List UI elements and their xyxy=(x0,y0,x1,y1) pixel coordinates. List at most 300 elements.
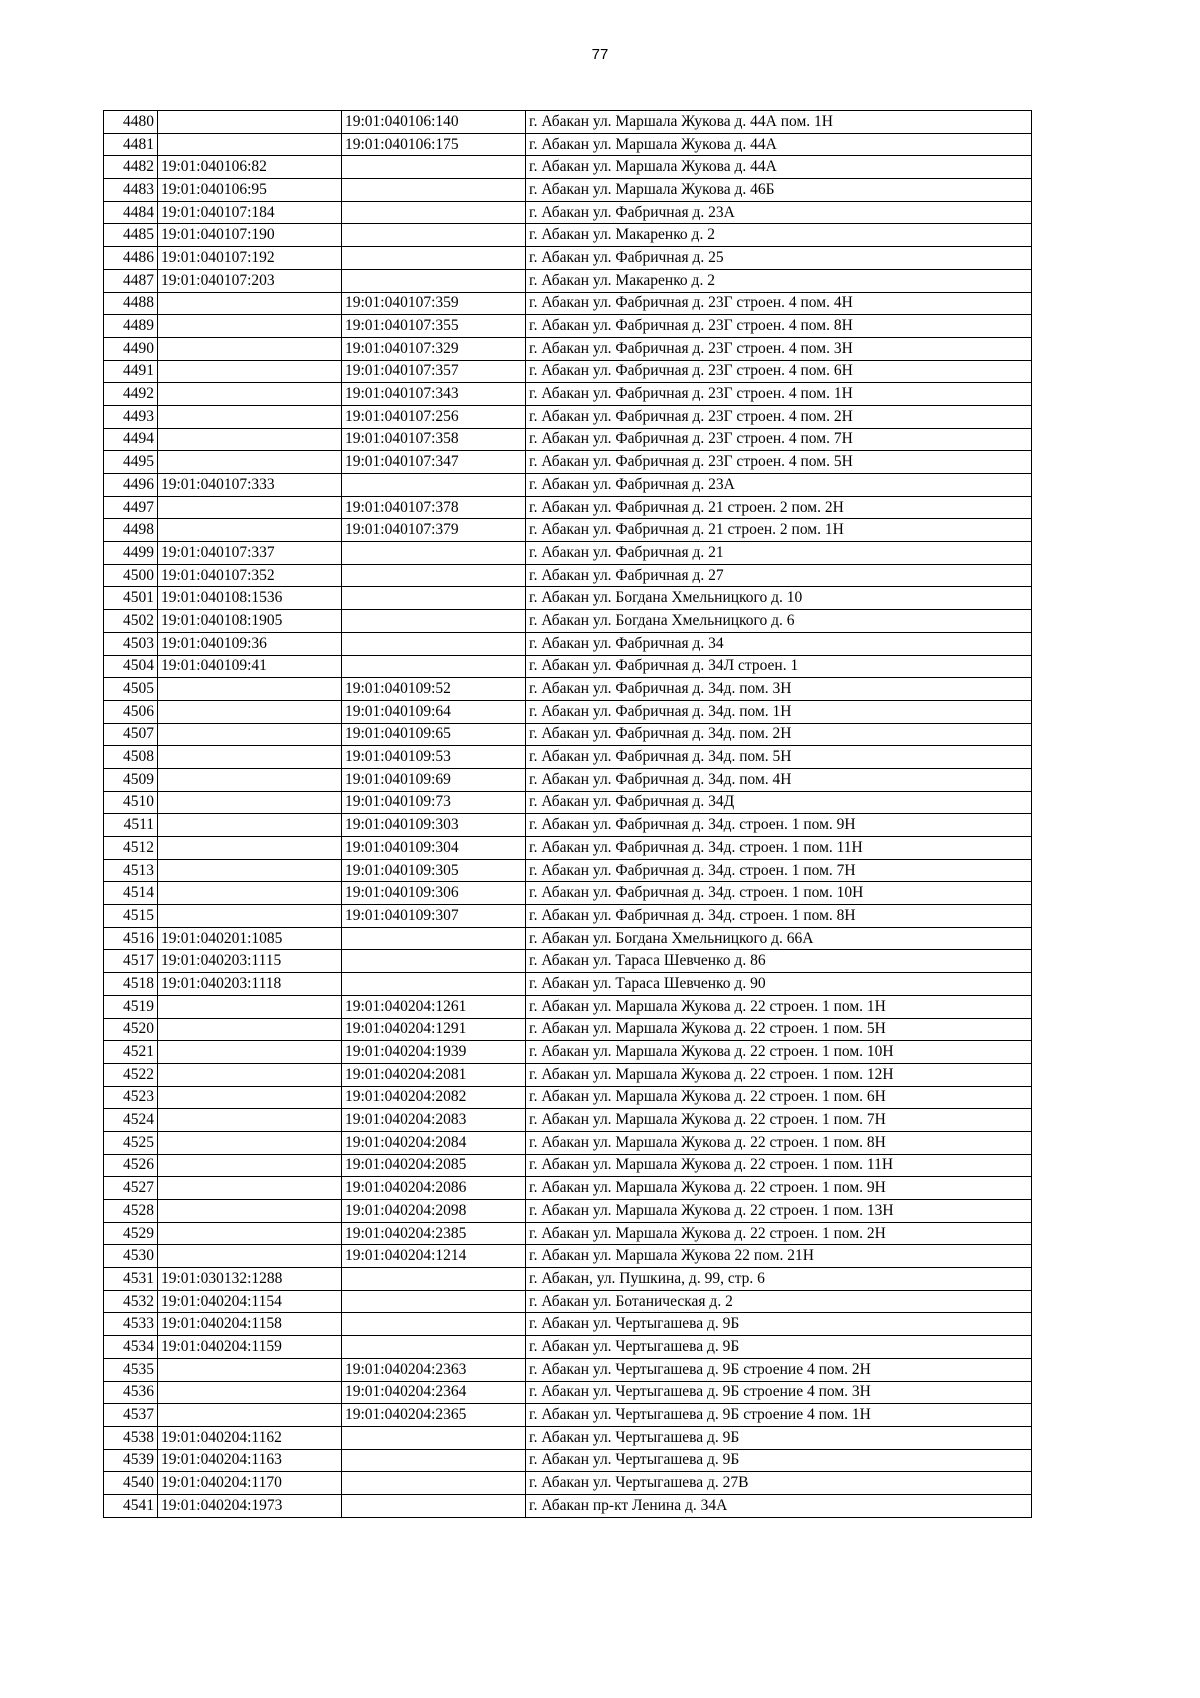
table-row xyxy=(104,1200,1032,1223)
address-cell: г. Абакан ул. Богдана Хмельницкого д. 6 xyxy=(526,610,1032,633)
address-cell: г. Абакан ул. Маршала Жукова д. 22 строен. 1 пом. 5Н xyxy=(526,1018,1032,1041)
land-cadastral-number-cell: 19:01:040108:1905 xyxy=(158,610,342,633)
land-cadastral-number-cell xyxy=(158,1063,342,1086)
table-row xyxy=(104,474,1032,497)
land-cadastral-number-cell: 19:01:040201:1085 xyxy=(158,927,342,950)
address-cell: г. Абакан ул. Фабричная д. 23Г строен. 4 пом. 5Н xyxy=(526,451,1032,474)
table-row xyxy=(104,973,1032,996)
land-cadastral-number-cell xyxy=(158,133,342,156)
land-cadastral-number-cell: 19:01:040204:1973 xyxy=(158,1494,342,1517)
table-row xyxy=(104,564,1032,587)
object-cadastral-number-cell: 19:01:040109:306 xyxy=(342,882,526,905)
object-cadastral-number-cell xyxy=(342,1472,526,1495)
object-cadastral-number-cell xyxy=(342,269,526,292)
row-number-cell: 4486 xyxy=(104,247,158,270)
object-cadastral-number-cell: 19:01:040107:357 xyxy=(342,360,526,383)
land-cadastral-number-cell: 19:01:040107:333 xyxy=(158,474,342,497)
land-cadastral-number-cell: 19:01:040204:1170 xyxy=(158,1472,342,1495)
page-number: 77 xyxy=(591,46,609,63)
address-cell: г. Абакан ул. Фабричная д. 34д. строен. 1 пом. 9Н xyxy=(526,814,1032,837)
address-cell: г. Абакан ул. Чертыгашева д. 9Б строение 4 пом. 3Н xyxy=(526,1381,1032,1404)
address-cell: г. Абакан ул. Фабричная д. 23Г строен. 4 пом. 6Н xyxy=(526,360,1032,383)
object-cadastral-number-cell xyxy=(342,610,526,633)
land-cadastral-number-cell: 19:01:040203:1118 xyxy=(158,973,342,996)
address-cell: г. Абакан ул. Маршала Жукова 22 пом. 21Н xyxy=(526,1245,1032,1268)
object-cadastral-number-cell: 19:01:040107:355 xyxy=(342,315,526,338)
land-cadastral-number-cell xyxy=(158,837,342,860)
address-cell: г. Абакан ул. Фабричная д. 34 xyxy=(526,632,1032,655)
land-cadastral-number-cell xyxy=(158,337,342,360)
row-number-cell: 4534 xyxy=(104,1336,158,1359)
table-row xyxy=(104,1472,1032,1495)
land-cadastral-number-cell xyxy=(158,1131,342,1154)
land-cadastral-number-cell xyxy=(158,360,342,383)
row-number-cell: 4516 xyxy=(104,927,158,950)
address-cell: г. Абакан ул. Маршала Жукова д. 22 строен. 1 пом. 7Н xyxy=(526,1109,1032,1132)
row-number-cell: 4539 xyxy=(104,1449,158,1472)
land-cadastral-number-cell xyxy=(158,1041,342,1064)
object-cadastral-number-cell: 19:01:040107:329 xyxy=(342,337,526,360)
row-number-cell: 4520 xyxy=(104,1018,158,1041)
table-row xyxy=(104,156,1032,179)
table-row xyxy=(104,1336,1032,1359)
address-cell: г. Абакан ул. Богдана Хмельницкого д. 66А xyxy=(526,927,1032,950)
land-cadastral-number-cell xyxy=(158,1200,342,1223)
row-number-cell: 4483 xyxy=(104,179,158,202)
table-row xyxy=(104,360,1032,383)
object-cadastral-number-cell: 19:01:040109:304 xyxy=(342,837,526,860)
address-cell: г. Абакан ул. Маршала Жукова д. 22 строен. 1 пом. 9Н xyxy=(526,1177,1032,1200)
address-cell: г. Абакан ул. Маршала Жукова д. 22 строен. 1 пом. 11Н xyxy=(526,1154,1032,1177)
row-number-cell: 4500 xyxy=(104,564,158,587)
land-cadastral-number-cell xyxy=(158,1245,342,1268)
row-number-cell: 4522 xyxy=(104,1063,158,1086)
row-number-cell: 4495 xyxy=(104,451,158,474)
table-row xyxy=(104,610,1032,633)
land-cadastral-number-cell xyxy=(158,995,342,1018)
row-number-cell: 4485 xyxy=(104,224,158,247)
land-cadastral-number-cell: 19:01:040204:1159 xyxy=(158,1336,342,1359)
address-cell: г. Абакан ул. Тараса Шевченко д. 90 xyxy=(526,973,1032,996)
row-number-cell: 4490 xyxy=(104,337,158,360)
row-number-cell: 4511 xyxy=(104,814,158,837)
land-cadastral-number-cell: 19:01:040107:190 xyxy=(158,224,342,247)
table-row xyxy=(104,905,1032,928)
table-row xyxy=(104,542,1032,565)
row-number-cell: 4526 xyxy=(104,1154,158,1177)
table-row xyxy=(104,1313,1032,1336)
row-number-cell: 4531 xyxy=(104,1268,158,1291)
land-cadastral-number-cell: 19:01:040203:1115 xyxy=(158,950,342,973)
registry-table xyxy=(103,110,1032,1518)
object-cadastral-number-cell xyxy=(342,1313,526,1336)
table-row xyxy=(104,1131,1032,1154)
table-row xyxy=(104,655,1032,678)
address-cell: г. Абакан ул. Фабричная д. 25 xyxy=(526,247,1032,270)
row-number-cell: 4504 xyxy=(104,655,158,678)
land-cadastral-number-cell: 19:01:040106:82 xyxy=(158,156,342,179)
table-row xyxy=(104,882,1032,905)
land-cadastral-number-cell xyxy=(158,383,342,406)
table-row xyxy=(104,995,1032,1018)
land-cadastral-number-cell xyxy=(158,859,342,882)
land-cadastral-number-cell: 19:01:040107:203 xyxy=(158,269,342,292)
object-cadastral-number-cell: 19:01:040109:73 xyxy=(342,791,526,814)
table-row xyxy=(104,1268,1032,1291)
object-cadastral-number-cell: 19:01:040204:2084 xyxy=(342,1131,526,1154)
object-cadastral-number-cell xyxy=(342,542,526,565)
row-number-cell: 4518 xyxy=(104,973,158,996)
land-cadastral-number-cell xyxy=(158,496,342,519)
address-cell: г. Абакан, ул. Пушкина, д. 99, стр. 6 xyxy=(526,1268,1032,1291)
table-row xyxy=(104,632,1032,655)
object-cadastral-number-cell xyxy=(342,179,526,202)
table-row xyxy=(104,927,1032,950)
table-row xyxy=(104,859,1032,882)
address-cell: г. Абакан ул. Маршала Жукова д. 46Б xyxy=(526,179,1032,202)
land-cadastral-number-cell: 19:01:040107:352 xyxy=(158,564,342,587)
address-cell: г. Абакан ул. Фабричная д. 23Г строен. 4 пом. 1Н xyxy=(526,383,1032,406)
object-cadastral-number-cell: 19:01:040204:2081 xyxy=(342,1063,526,1086)
table-row xyxy=(104,950,1032,973)
row-number-cell: 4482 xyxy=(104,156,158,179)
object-cadastral-number-cell: 19:01:040109:64 xyxy=(342,700,526,723)
object-cadastral-number-cell: 19:01:040204:2365 xyxy=(342,1404,526,1427)
row-number-cell: 4506 xyxy=(104,700,158,723)
row-number-cell: 4480 xyxy=(104,111,158,134)
object-cadastral-number-cell: 19:01:040204:1939 xyxy=(342,1041,526,1064)
address-cell: г. Абакан ул. Фабричная д. 23Г строен. 4 пом. 7Н xyxy=(526,428,1032,451)
table-row xyxy=(104,383,1032,406)
row-number-cell: 4492 xyxy=(104,383,158,406)
land-cadastral-number-cell xyxy=(158,1381,342,1404)
row-number-cell: 4532 xyxy=(104,1290,158,1313)
land-cadastral-number-cell xyxy=(158,315,342,338)
row-number-cell: 4508 xyxy=(104,746,158,769)
row-number-cell: 4538 xyxy=(104,1426,158,1449)
object-cadastral-number-cell xyxy=(342,1494,526,1517)
land-cadastral-number-cell: 19:01:030132:1288 xyxy=(158,1268,342,1291)
row-number-cell: 4509 xyxy=(104,768,158,791)
land-cadastral-number-cell xyxy=(158,1018,342,1041)
address-cell: г. Абакан ул. Макаренко д. 2 xyxy=(526,269,1032,292)
address-cell: г. Абакан ул. Фабричная д. 34д. строен. 1 пом. 11Н xyxy=(526,837,1032,860)
row-number-cell: 4521 xyxy=(104,1041,158,1064)
table-row xyxy=(104,1177,1032,1200)
table-row xyxy=(104,1358,1032,1381)
land-cadastral-number-cell: 19:01:040204:1163 xyxy=(158,1449,342,1472)
row-number-cell: 4512 xyxy=(104,837,158,860)
address-cell: г. Абакан ул. Фабричная д. 34Л строен. 1 xyxy=(526,655,1032,678)
object-cadastral-number-cell: 19:01:040107:359 xyxy=(342,292,526,315)
table-row xyxy=(104,678,1032,701)
address-cell: г. Абакан ул. Чертыгашева д. 27В xyxy=(526,1472,1032,1495)
address-cell: г. Абакан ул. Макаренко д. 2 xyxy=(526,224,1032,247)
object-cadastral-number-cell xyxy=(342,1268,526,1291)
land-cadastral-number-cell: 19:01:040107:337 xyxy=(158,542,342,565)
object-cadastral-number-cell xyxy=(342,474,526,497)
object-cadastral-number-cell: 19:01:040204:2364 xyxy=(342,1381,526,1404)
address-cell: г. Абакан ул. Ботаническая д. 2 xyxy=(526,1290,1032,1313)
land-cadastral-number-cell: 19:01:040107:192 xyxy=(158,247,342,270)
land-cadastral-number-cell: 19:01:040204:1162 xyxy=(158,1426,342,1449)
land-cadastral-number-cell xyxy=(158,700,342,723)
object-cadastral-number-cell: 19:01:040109:53 xyxy=(342,746,526,769)
table-row xyxy=(104,247,1032,270)
land-cadastral-number-cell xyxy=(158,1154,342,1177)
table-row xyxy=(104,201,1032,224)
address-cell: г. Абакан ул. Фабричная д. 23А xyxy=(526,201,1032,224)
object-cadastral-number-cell: 19:01:040204:1261 xyxy=(342,995,526,1018)
address-cell: г. Абакан ул. Фабричная д. 21 xyxy=(526,542,1032,565)
land-cadastral-number-cell xyxy=(158,1109,342,1132)
table-row xyxy=(104,1494,1032,1517)
address-cell: г. Абакан ул. Фабричная д. 34д. строен. 1 пом. 8Н xyxy=(526,905,1032,928)
address-cell: г. Абакан ул. Фабричная д. 34д. пом. 5Н xyxy=(526,746,1032,769)
land-cadastral-number-cell xyxy=(158,882,342,905)
object-cadastral-number-cell: 19:01:040106:175 xyxy=(342,133,526,156)
table-row xyxy=(104,1222,1032,1245)
row-number-cell: 4496 xyxy=(104,474,158,497)
object-cadastral-number-cell xyxy=(342,224,526,247)
table-row xyxy=(104,133,1032,156)
address-cell: г. Абакан ул. Маршала Жукова д. 44А xyxy=(526,156,1032,179)
table-row xyxy=(104,814,1032,837)
row-number-cell: 4501 xyxy=(104,587,158,610)
land-cadastral-number-cell: 19:01:040106:95 xyxy=(158,179,342,202)
row-number-cell: 4494 xyxy=(104,428,158,451)
object-cadastral-number-cell: 19:01:040204:2098 xyxy=(342,1200,526,1223)
table-row xyxy=(104,315,1032,338)
land-cadastral-number-cell xyxy=(158,519,342,542)
row-number-cell: 4513 xyxy=(104,859,158,882)
table-row xyxy=(104,587,1032,610)
table-row xyxy=(104,1290,1032,1313)
land-cadastral-number-cell: 19:01:040109:36 xyxy=(158,632,342,655)
table-row xyxy=(104,746,1032,769)
address-cell: г. Абакан ул. Чертыгашева д. 9Б строение 4 пом. 2Н xyxy=(526,1358,1032,1381)
registry-table-body xyxy=(104,111,1032,1518)
address-cell: г. Абакан ул. Маршала Жукова д. 22 строен. 1 пом. 12Н xyxy=(526,1063,1032,1086)
address-cell: г. Абакан ул. Фабричная д. 34д. пом. 2Н xyxy=(526,723,1032,746)
table-row xyxy=(104,428,1032,451)
land-cadastral-number-cell xyxy=(158,905,342,928)
row-number-cell: 4493 xyxy=(104,405,158,428)
object-cadastral-number-cell: 19:01:040204:2085 xyxy=(342,1154,526,1177)
object-cadastral-number-cell xyxy=(342,247,526,270)
address-cell: г. Абакан ул. Маршала Жукова д. 44А пом. 1Н xyxy=(526,111,1032,134)
row-number-cell: 4537 xyxy=(104,1404,158,1427)
address-cell: г. Абакан ул. Фабричная д. 34д. пом. 1Н xyxy=(526,700,1032,723)
row-number-cell: 4497 xyxy=(104,496,158,519)
row-number-cell: 4527 xyxy=(104,1177,158,1200)
table-row xyxy=(104,451,1032,474)
object-cadastral-number-cell xyxy=(342,1449,526,1472)
address-cell: г. Абакан ул. Фабричная д. 34Д xyxy=(526,791,1032,814)
object-cadastral-number-cell: 19:01:040107:358 xyxy=(342,428,526,451)
address-cell: г. Абакан ул. Фабричная д. 34д. строен. 1 пом. 10Н xyxy=(526,882,1032,905)
land-cadastral-number-cell: 19:01:040204:1158 xyxy=(158,1313,342,1336)
row-number-cell: 4540 xyxy=(104,1472,158,1495)
land-cadastral-number-cell: 19:01:040204:1154 xyxy=(158,1290,342,1313)
address-cell: г. Абакан ул. Маршала Жукова д. 22 строен. 1 пом. 6Н xyxy=(526,1086,1032,1109)
table-row xyxy=(104,292,1032,315)
table-row xyxy=(104,519,1032,542)
row-number-cell: 4523 xyxy=(104,1086,158,1109)
row-number-cell: 4488 xyxy=(104,292,158,315)
object-cadastral-number-cell: 19:01:040107:256 xyxy=(342,405,526,428)
address-cell: г. Абакан ул. Чертыгашева д. 9Б xyxy=(526,1313,1032,1336)
land-cadastral-number-cell xyxy=(158,1086,342,1109)
row-number-cell: 4505 xyxy=(104,678,158,701)
row-number-cell: 4533 xyxy=(104,1313,158,1336)
object-cadastral-number-cell xyxy=(342,927,526,950)
object-cadastral-number-cell: 19:01:040204:2363 xyxy=(342,1358,526,1381)
land-cadastral-number-cell xyxy=(158,451,342,474)
land-cadastral-number-cell xyxy=(158,746,342,769)
row-number-cell: 4530 xyxy=(104,1245,158,1268)
row-number-cell: 4491 xyxy=(104,360,158,383)
address-cell: г. Абакан ул. Чертыгашева д. 9Б xyxy=(526,1336,1032,1359)
land-cadastral-number-cell xyxy=(158,678,342,701)
object-cadastral-number-cell xyxy=(342,1290,526,1313)
object-cadastral-number-cell: 19:01:040109:52 xyxy=(342,678,526,701)
address-cell: г. Абакан ул. Маршала Жукова д. 22 строен. 1 пом. 13Н xyxy=(526,1200,1032,1223)
row-number-cell: 4535 xyxy=(104,1358,158,1381)
address-cell: г. Абакан ул. Маршала Жукова д. 22 строен. 1 пом. 2Н xyxy=(526,1222,1032,1245)
table-row xyxy=(104,700,1032,723)
table-row xyxy=(104,405,1032,428)
row-number-cell: 4484 xyxy=(104,201,158,224)
object-cadastral-number-cell: 19:01:040204:2083 xyxy=(342,1109,526,1132)
address-cell: г. Абакан ул. Маршала Жукова д. 44А xyxy=(526,133,1032,156)
land-cadastral-number-cell xyxy=(158,814,342,837)
table-row xyxy=(104,1449,1032,1472)
object-cadastral-number-cell: 19:01:040107:379 xyxy=(342,519,526,542)
object-cadastral-number-cell: 19:01:040204:2385 xyxy=(342,1222,526,1245)
land-cadastral-number-cell xyxy=(158,768,342,791)
object-cadastral-number-cell xyxy=(342,950,526,973)
table-row xyxy=(104,723,1032,746)
row-number-cell: 4502 xyxy=(104,610,158,633)
address-cell: г. Абакан ул. Чертыгашева д. 9Б xyxy=(526,1449,1032,1472)
row-number-cell: 4510 xyxy=(104,791,158,814)
row-number-cell: 4525 xyxy=(104,1131,158,1154)
object-cadastral-number-cell xyxy=(342,1336,526,1359)
address-cell: г. Абакан ул. Фабричная д. 23Г строен. 4 пом. 8Н xyxy=(526,315,1032,338)
object-cadastral-number-cell xyxy=(342,587,526,610)
row-number-cell: 4503 xyxy=(104,632,158,655)
object-cadastral-number-cell: 19:01:040109:307 xyxy=(342,905,526,928)
address-cell: г. Абакан ул. Фабричная д. 34д. строен. 1 пом. 7Н xyxy=(526,859,1032,882)
address-cell: г. Абакан ул. Фабричная д. 23Г строен. 4 пом. 2Н xyxy=(526,405,1032,428)
table-row xyxy=(104,269,1032,292)
address-cell: г. Абакан ул. Фабричная д. 23Г строен. 4 пом. 3Н xyxy=(526,337,1032,360)
address-cell: г. Абакан ул. Фабричная д. 34д. пом. 3Н xyxy=(526,678,1032,701)
table-row xyxy=(104,791,1032,814)
table-row xyxy=(104,1426,1032,1449)
land-cadastral-number-cell xyxy=(158,1358,342,1381)
address-cell: г. Абакан ул. Тараса Шевченко д. 86 xyxy=(526,950,1032,973)
object-cadastral-number-cell: 19:01:040109:303 xyxy=(342,814,526,837)
address-cell: г. Абакан ул. Маршала Жукова д. 22 строен. 1 пом. 1Н xyxy=(526,995,1032,1018)
row-number-cell: 4519 xyxy=(104,995,158,1018)
land-cadastral-number-cell xyxy=(158,428,342,451)
row-number-cell: 4515 xyxy=(104,905,158,928)
land-cadastral-number-cell xyxy=(158,791,342,814)
row-number-cell: 4529 xyxy=(104,1222,158,1245)
table-row xyxy=(104,111,1032,134)
object-cadastral-number-cell xyxy=(342,655,526,678)
table-row xyxy=(104,1404,1032,1427)
object-cadastral-number-cell: 19:01:040204:1214 xyxy=(342,1245,526,1268)
address-cell: г. Абакан ул. Маршала Жукова д. 22 строен. 1 пом. 10Н xyxy=(526,1041,1032,1064)
object-cadastral-number-cell: 19:01:040107:378 xyxy=(342,496,526,519)
row-number-cell: 4507 xyxy=(104,723,158,746)
land-cadastral-number-cell: 19:01:040108:1536 xyxy=(158,587,342,610)
table-row xyxy=(104,224,1032,247)
address-cell: г. Абакан ул. Фабричная д. 23А xyxy=(526,474,1032,497)
land-cadastral-number-cell xyxy=(158,405,342,428)
object-cadastral-number-cell: 19:01:040204:2082 xyxy=(342,1086,526,1109)
object-cadastral-number-cell: 19:01:040204:1291 xyxy=(342,1018,526,1041)
address-cell: г. Абакан ул. Богдана Хмельницкого д. 10 xyxy=(526,587,1032,610)
object-cadastral-number-cell: 19:01:040109:305 xyxy=(342,859,526,882)
address-cell: г. Абакан ул. Чертыгашева д. 9Б xyxy=(526,1426,1032,1449)
row-number-cell: 4498 xyxy=(104,519,158,542)
address-cell: г. Абакан ул. Чертыгашева д. 9Б строение 4 пом. 1Н xyxy=(526,1404,1032,1427)
land-cadastral-number-cell xyxy=(158,723,342,746)
table-row xyxy=(104,1018,1032,1041)
table-row xyxy=(104,179,1032,202)
object-cadastral-number-cell: 19:01:040106:140 xyxy=(342,111,526,134)
row-number-cell: 4514 xyxy=(104,882,158,905)
row-number-cell: 4499 xyxy=(104,542,158,565)
row-number-cell: 4481 xyxy=(104,133,158,156)
object-cadastral-number-cell: 19:01:040109:65 xyxy=(342,723,526,746)
address-cell: г. Абакан пр-кт Ленина д. 34А xyxy=(526,1494,1032,1517)
object-cadastral-number-cell: 19:01:040107:347 xyxy=(342,451,526,474)
table-row xyxy=(104,1109,1032,1132)
land-cadastral-number-cell xyxy=(158,1177,342,1200)
land-cadastral-number-cell xyxy=(158,111,342,134)
address-cell: г. Абакан ул. Фабричная д. 27 xyxy=(526,564,1032,587)
object-cadastral-number-cell xyxy=(342,1426,526,1449)
object-cadastral-number-cell: 19:01:040107:343 xyxy=(342,383,526,406)
row-number-cell: 4524 xyxy=(104,1109,158,1132)
address-cell: г. Абакан ул. Фабричная д. 34д. пом. 4Н xyxy=(526,768,1032,791)
row-number-cell: 4528 xyxy=(104,1200,158,1223)
land-cadastral-number-cell xyxy=(158,1404,342,1427)
row-number-cell: 4487 xyxy=(104,269,158,292)
address-cell: г. Абакан ул. Фабричная д. 21 строен. 2 пом. 1Н xyxy=(526,519,1032,542)
land-cadastral-number-cell xyxy=(158,1222,342,1245)
row-number-cell: 4517 xyxy=(104,950,158,973)
object-cadastral-number-cell xyxy=(342,201,526,224)
land-cadastral-number-cell: 19:01:040107:184 xyxy=(158,201,342,224)
address-cell: г. Абакан ул. Маршала Жукова д. 22 строен. 1 пом. 8Н xyxy=(526,1131,1032,1154)
object-cadastral-number-cell xyxy=(342,156,526,179)
row-number-cell: 4536 xyxy=(104,1381,158,1404)
land-cadastral-number-cell: 19:01:040109:41 xyxy=(158,655,342,678)
address-cell: г. Абакан ул. Фабричная д. 21 строен. 2 пом. 2Н xyxy=(526,496,1032,519)
table-row xyxy=(104,768,1032,791)
object-cadastral-number-cell xyxy=(342,632,526,655)
table-row xyxy=(104,337,1032,360)
row-number-cell: 4541 xyxy=(104,1494,158,1517)
address-cell: г. Абакан ул. Фабричная д. 23Г строен. 4 пом. 4Н xyxy=(526,292,1032,315)
table-row xyxy=(104,837,1032,860)
